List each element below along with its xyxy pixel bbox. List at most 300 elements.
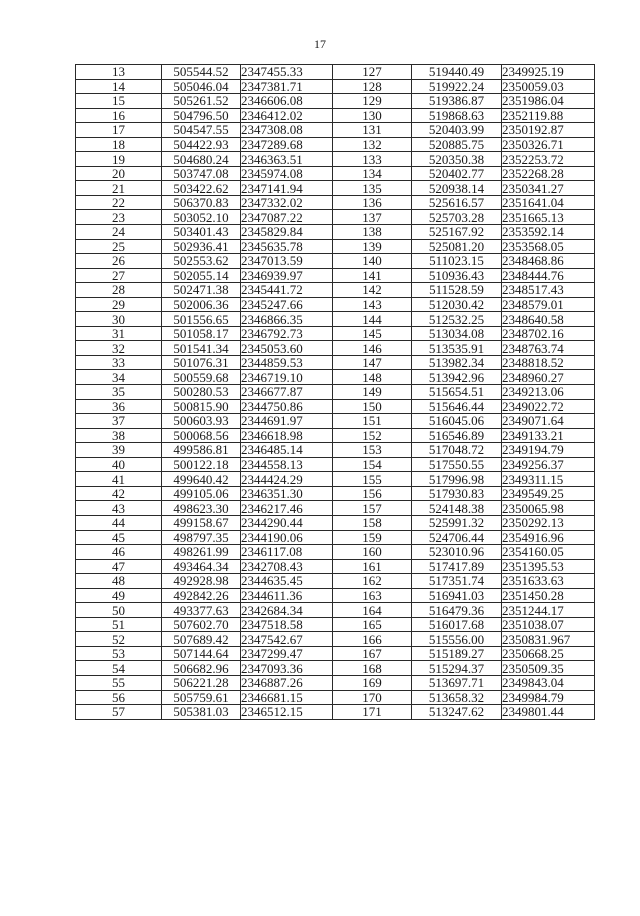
point-number-left: 44: [76, 515, 162, 530]
y-coordinate-right: 2351633.63: [502, 574, 595, 589]
point-number-right: 142: [333, 283, 412, 298]
y-coordinate-right: 2348960.27: [502, 370, 595, 385]
x-coordinate-left: 505544.52: [162, 65, 241, 80]
x-coordinate-left: 500815.90: [162, 399, 241, 414]
x-coordinate-right: 519440.49: [412, 65, 502, 80]
point-number-right: 140: [333, 254, 412, 269]
x-coordinate-right: 519386.87: [412, 94, 502, 109]
y-coordinate-right: 2349022.72: [502, 399, 595, 414]
point-number-right: 136: [333, 195, 412, 210]
y-coordinate-left: 2344190.06: [241, 530, 333, 545]
table-row: [76, 370, 595, 385]
y-coordinate-right: 2350326.71: [502, 137, 595, 152]
y-coordinate-left: 2344611.36: [241, 588, 333, 603]
x-coordinate-left: 492928.98: [162, 574, 241, 589]
y-coordinate-left: 2344691.97: [241, 414, 333, 429]
point-number-right: 160: [333, 545, 412, 560]
x-coordinate-right: 513034.08: [412, 326, 502, 341]
point-number-left: 31: [76, 326, 162, 341]
x-coordinate-right: 515556.00: [412, 632, 502, 647]
point-number-left: 21: [76, 181, 162, 196]
y-coordinate-right: 2349984.79: [502, 690, 595, 705]
y-coordinate-right: 2350831.967: [502, 632, 595, 647]
point-number-right: 130: [333, 108, 412, 123]
y-coordinate-left: 2346719.10: [241, 370, 333, 385]
y-coordinate-left: 2347308.08: [241, 123, 333, 138]
point-number-left: 47: [76, 559, 162, 574]
table-row: [76, 574, 595, 589]
y-coordinate-right: 2352268.28: [502, 166, 595, 181]
y-coordinate-right: 2351038.07: [502, 617, 595, 632]
x-coordinate-right: 513658.32: [412, 690, 502, 705]
x-coordinate-left: 503052.10: [162, 210, 241, 225]
table-row: [76, 515, 595, 530]
y-coordinate-right: 2353592.14: [502, 225, 595, 240]
table-row: [76, 588, 595, 603]
x-coordinate-left: 499640.42: [162, 472, 241, 487]
table-row: [76, 501, 595, 516]
y-coordinate-left: 2347013.59: [241, 254, 333, 269]
x-coordinate-right: 516017.68: [412, 617, 502, 632]
y-coordinate-left: 2346117.08: [241, 545, 333, 560]
point-number-left: 50: [76, 603, 162, 618]
point-number-right: 167: [333, 646, 412, 661]
table-row: [76, 239, 595, 254]
point-number-right: 138: [333, 225, 412, 240]
table-row: [76, 414, 595, 429]
y-coordinate-right: 2348444.76: [502, 268, 595, 283]
table-row: [76, 312, 595, 327]
x-coordinate-left: 500603.93: [162, 414, 241, 429]
x-coordinate-left: 493377.63: [162, 603, 241, 618]
y-coordinate-left: 2346677.87: [241, 385, 333, 400]
table-row: [76, 355, 595, 370]
table-row: [76, 530, 595, 545]
point-number-left: 54: [76, 661, 162, 676]
table-row: [76, 181, 595, 196]
y-coordinate-right: 2352253.72: [502, 152, 595, 167]
x-coordinate-left: 498261.99: [162, 545, 241, 560]
x-coordinate-right: 520885.75: [412, 137, 502, 152]
x-coordinate-right: 513697.71: [412, 675, 502, 690]
table-row: [76, 297, 595, 312]
x-coordinate-right: 516479.36: [412, 603, 502, 618]
point-number-left: 35: [76, 385, 162, 400]
y-coordinate-right: 2349843.04: [502, 675, 595, 690]
x-coordinate-left: 507689.42: [162, 632, 241, 647]
table-row: [76, 545, 595, 560]
x-coordinate-left: 504680.24: [162, 152, 241, 167]
y-coordinate-right: 2351244.17: [502, 603, 595, 618]
y-coordinate-left: 2345829.84: [241, 225, 333, 240]
x-coordinate-left: 502471.38: [162, 283, 241, 298]
table-row: [76, 166, 595, 181]
table-row: [76, 457, 595, 472]
y-coordinate-left: 2347455.33: [241, 65, 333, 80]
table-row: [76, 472, 595, 487]
point-number-right: 169: [333, 675, 412, 690]
x-coordinate-left: 506682.96: [162, 661, 241, 676]
y-coordinate-right: 2350059.03: [502, 79, 595, 94]
y-coordinate-left: 2344558.13: [241, 457, 333, 472]
table-row: [76, 341, 595, 356]
point-number-right: 153: [333, 443, 412, 458]
table-row: [76, 675, 595, 690]
page-number: 17: [314, 37, 326, 51]
point-number-right: 141: [333, 268, 412, 283]
table-row: [76, 283, 595, 298]
x-coordinate-left: 499586.81: [162, 443, 241, 458]
x-coordinate-right: 520403.99: [412, 123, 502, 138]
x-coordinate-left: 507144.64: [162, 646, 241, 661]
point-number-left: 25: [76, 239, 162, 254]
x-coordinate-right: 524706.44: [412, 530, 502, 545]
y-coordinate-right: 2349549.25: [502, 486, 595, 501]
x-coordinate-right: 513982.34: [412, 355, 502, 370]
table-row: [76, 195, 595, 210]
x-coordinate-left: 504796.50: [162, 108, 241, 123]
point-number-left: 37: [76, 414, 162, 429]
point-number-right: 151: [333, 414, 412, 429]
y-coordinate-right: 2350668.25: [502, 646, 595, 661]
x-coordinate-right: 511023.15: [412, 254, 502, 269]
y-coordinate-right: 2348702.16: [502, 326, 595, 341]
x-coordinate-right: 520402.77: [412, 166, 502, 181]
y-coordinate-right: 2354160.05: [502, 545, 595, 560]
point-number-left: 53: [76, 646, 162, 661]
y-coordinate-right: 2350065.98: [502, 501, 595, 516]
point-number-left: 29: [76, 297, 162, 312]
point-number-left: 19: [76, 152, 162, 167]
x-coordinate-left: 500559.68: [162, 370, 241, 385]
y-coordinate-right: 2348517.43: [502, 283, 595, 298]
y-coordinate-left: 2344635.45: [241, 574, 333, 589]
point-number-left: 26: [76, 254, 162, 269]
x-coordinate-left: 506221.28: [162, 675, 241, 690]
point-number-left: 48: [76, 574, 162, 589]
point-number-left: 36: [76, 399, 162, 414]
y-coordinate-left: 2344290.44: [241, 515, 333, 530]
table-row: [76, 617, 595, 632]
point-number-left: 22: [76, 195, 162, 210]
y-coordinate-left: 2346217.46: [241, 501, 333, 516]
point-number-right: 146: [333, 341, 412, 356]
x-coordinate-right: 517996.98: [412, 472, 502, 487]
point-number-right: 157: [333, 501, 412, 516]
point-number-right: 156: [333, 486, 412, 501]
table-row: [76, 559, 595, 574]
x-coordinate-left: 500280.53: [162, 385, 241, 400]
y-coordinate-right: 2349071.64: [502, 414, 595, 429]
x-coordinate-right: 512030.42: [412, 297, 502, 312]
y-coordinate-right: 2348763.74: [502, 341, 595, 356]
y-coordinate-right: 2348640.58: [502, 312, 595, 327]
x-coordinate-left: 501556.65: [162, 312, 241, 327]
point-number-left: 49: [76, 588, 162, 603]
table-row: [76, 210, 595, 225]
y-coordinate-right: 2351395.53: [502, 559, 595, 574]
x-coordinate-left: 505261.52: [162, 94, 241, 109]
y-coordinate-right: 2350292.13: [502, 515, 595, 530]
y-coordinate-right: 2348468.86: [502, 254, 595, 269]
y-coordinate-right: 2348818.52: [502, 355, 595, 370]
y-coordinate-left: 2347332.02: [241, 195, 333, 210]
point-number-left: 38: [76, 428, 162, 443]
point-number-right: 168: [333, 661, 412, 676]
point-number-left: 40: [76, 457, 162, 472]
x-coordinate-right: 523010.96: [412, 545, 502, 560]
y-coordinate-left: 2346887.26: [241, 675, 333, 690]
table-row: [76, 428, 595, 443]
x-coordinate-left: 501058.17: [162, 326, 241, 341]
x-coordinate-right: 513535.91: [412, 341, 502, 356]
y-coordinate-left: 2345247.66: [241, 297, 333, 312]
point-number-right: 171: [333, 705, 412, 720]
y-coordinate-right: 2349925.19: [502, 65, 595, 80]
x-coordinate-right: 515294.37: [412, 661, 502, 676]
x-coordinate-left: 499158.67: [162, 515, 241, 530]
point-number-right: 145: [333, 326, 412, 341]
x-coordinate-right: 511528.59: [412, 283, 502, 298]
y-coordinate-right: 2350192.87: [502, 123, 595, 138]
y-coordinate-left: 2346363.51: [241, 152, 333, 167]
y-coordinate-left: 2344424.29: [241, 472, 333, 487]
point-number-right: 135: [333, 181, 412, 196]
point-number-left: 15: [76, 94, 162, 109]
x-coordinate-right: 525991.32: [412, 515, 502, 530]
x-coordinate-right: 524148.38: [412, 501, 502, 516]
x-coordinate-right: 515189.27: [412, 646, 502, 661]
point-number-left: 32: [76, 341, 162, 356]
x-coordinate-right: 520350.38: [412, 152, 502, 167]
point-number-left: 17: [76, 123, 162, 138]
table-row: [76, 254, 595, 269]
point-number-right: 143: [333, 297, 412, 312]
point-number-right: 162: [333, 574, 412, 589]
table-row: [76, 225, 595, 240]
y-coordinate-right: 2351986.04: [502, 94, 595, 109]
point-number-left: 39: [76, 443, 162, 458]
y-coordinate-left: 2344750.86: [241, 399, 333, 414]
point-number-left: 20: [76, 166, 162, 181]
x-coordinate-left: 505759.61: [162, 690, 241, 705]
point-number-right: 158: [333, 515, 412, 530]
point-number-left: 51: [76, 617, 162, 632]
table-row: [76, 705, 595, 720]
y-coordinate-right: 2350509.35: [502, 661, 595, 676]
x-coordinate-left: 500068.56: [162, 428, 241, 443]
table-row: [76, 268, 595, 283]
table-row: [76, 79, 595, 94]
x-coordinate-left: 499105.06: [162, 486, 241, 501]
x-coordinate-left: 506370.83: [162, 195, 241, 210]
point-number-right: 165: [333, 617, 412, 632]
point-number-left: 55: [76, 675, 162, 690]
coordinate-table: [75, 64, 595, 720]
point-number-left: 23: [76, 210, 162, 225]
x-coordinate-right: 512532.25: [412, 312, 502, 327]
y-coordinate-right: 2354916.96: [502, 530, 595, 545]
x-coordinate-left: 507602.70: [162, 617, 241, 632]
point-number-left: 14: [76, 79, 162, 94]
x-coordinate-left: 502006.36: [162, 297, 241, 312]
point-number-left: 13: [76, 65, 162, 80]
table-row: [76, 603, 595, 618]
y-coordinate-left: 2347381.71: [241, 79, 333, 94]
table-row: [76, 486, 595, 501]
table-row: [76, 399, 595, 414]
y-coordinate-left: 2345974.08: [241, 166, 333, 181]
x-coordinate-right: 515654.51: [412, 385, 502, 400]
x-coordinate-left: 500122.18: [162, 457, 241, 472]
point-number-right: 133: [333, 152, 412, 167]
point-number-right: 163: [333, 588, 412, 603]
x-coordinate-left: 498797.35: [162, 530, 241, 545]
x-coordinate-left: 503422.62: [162, 181, 241, 196]
table-row: [76, 152, 595, 167]
y-coordinate-left: 2346485.14: [241, 443, 333, 458]
x-coordinate-left: 505046.04: [162, 79, 241, 94]
x-coordinate-left: 493464.34: [162, 559, 241, 574]
y-coordinate-right: 2353568.05: [502, 239, 595, 254]
table-row: [76, 123, 595, 138]
y-coordinate-right: 2351641.04: [502, 195, 595, 210]
point-number-left: 16: [76, 108, 162, 123]
point-number-left: 41: [76, 472, 162, 487]
y-coordinate-left: 2346681.15: [241, 690, 333, 705]
point-number-right: 149: [333, 385, 412, 400]
point-number-left: 45: [76, 530, 162, 545]
point-number-right: 148: [333, 370, 412, 385]
y-coordinate-left: 2346351.30: [241, 486, 333, 501]
table-row: [76, 661, 595, 676]
point-number-right: 137: [333, 210, 412, 225]
x-coordinate-left: 502055.14: [162, 268, 241, 283]
x-coordinate-right: 517550.55: [412, 457, 502, 472]
x-coordinate-right: 513247.62: [412, 705, 502, 720]
table-row: [76, 137, 595, 152]
point-number-right: 161: [333, 559, 412, 574]
y-coordinate-left: 2345441.72: [241, 283, 333, 298]
point-number-left: 42: [76, 486, 162, 501]
point-number-right: 155: [333, 472, 412, 487]
y-coordinate-left: 2347299.47: [241, 646, 333, 661]
x-coordinate-right: 525081.20: [412, 239, 502, 254]
x-coordinate-right: 516045.06: [412, 414, 502, 429]
y-coordinate-right: 2349133.21: [502, 428, 595, 443]
point-number-right: 129: [333, 94, 412, 109]
point-number-left: 46: [76, 545, 162, 560]
table-row: [76, 632, 595, 647]
y-coordinate-left: 2345053.60: [241, 341, 333, 356]
point-number-right: 166: [333, 632, 412, 647]
y-coordinate-left: 2347542.67: [241, 632, 333, 647]
x-coordinate-right: 516941.03: [412, 588, 502, 603]
x-coordinate-right: 525703.28: [412, 210, 502, 225]
x-coordinate-left: 504422.93: [162, 137, 241, 152]
y-coordinate-left: 2347141.94: [241, 181, 333, 196]
x-coordinate-right: 515646.44: [412, 399, 502, 414]
point-number-right: 139: [333, 239, 412, 254]
y-coordinate-right: 2348579.01: [502, 297, 595, 312]
point-number-right: 131: [333, 123, 412, 138]
y-coordinate-left: 2346866.35: [241, 312, 333, 327]
point-number-right: 132: [333, 137, 412, 152]
point-number-left: 34: [76, 370, 162, 385]
point-number-left: 57: [76, 705, 162, 720]
point-number-right: 128: [333, 79, 412, 94]
x-coordinate-left: 502936.41: [162, 239, 241, 254]
y-coordinate-left: 2347093.36: [241, 661, 333, 676]
x-coordinate-left: 502553.62: [162, 254, 241, 269]
point-number-left: 43: [76, 501, 162, 516]
table-row: [76, 65, 595, 80]
x-coordinate-left: 492842.26: [162, 588, 241, 603]
x-coordinate-right: 510936.43: [412, 268, 502, 283]
x-coordinate-right: 519868.63: [412, 108, 502, 123]
y-coordinate-left: 2342708.43: [241, 559, 333, 574]
point-number-right: 127: [333, 65, 412, 80]
x-coordinate-left: 504547.55: [162, 123, 241, 138]
point-number-right: 134: [333, 166, 412, 181]
x-coordinate-right: 516546.89: [412, 428, 502, 443]
y-coordinate-left: 2346512.15: [241, 705, 333, 720]
y-coordinate-left: 2344859.53: [241, 355, 333, 370]
y-coordinate-right: 2351665.13: [502, 210, 595, 225]
x-coordinate-left: 501076.31: [162, 355, 241, 370]
x-coordinate-left: 501541.34: [162, 341, 241, 356]
y-coordinate-right: 2349256.37: [502, 457, 595, 472]
coordinate-table-body: [76, 65, 595, 720]
y-coordinate-left: 2342684.34: [241, 603, 333, 618]
point-number-right: 152: [333, 428, 412, 443]
x-coordinate-left: 498623.30: [162, 501, 241, 516]
table-row: [76, 326, 595, 341]
y-coordinate-right: 2352119.88: [502, 108, 595, 123]
x-coordinate-right: 517417.89: [412, 559, 502, 574]
x-coordinate-right: 525616.57: [412, 195, 502, 210]
y-coordinate-left: 2345635.78: [241, 239, 333, 254]
x-coordinate-left: 505381.03: [162, 705, 241, 720]
point-number-left: 52: [76, 632, 162, 647]
point-number-left: 33: [76, 355, 162, 370]
x-coordinate-right: 525167.92: [412, 225, 502, 240]
x-coordinate-right: 520938.14: [412, 181, 502, 196]
y-coordinate-right: 2351450.28: [502, 588, 595, 603]
table-row: [76, 646, 595, 661]
point-number-right: 164: [333, 603, 412, 618]
x-coordinate-right: 517351.74: [412, 574, 502, 589]
point-number-right: 154: [333, 457, 412, 472]
y-coordinate-right: 2350341.27: [502, 181, 595, 196]
table-row: [76, 385, 595, 400]
y-coordinate-right: 2349311.15: [502, 472, 595, 487]
y-coordinate-left: 2347518.58: [241, 617, 333, 632]
point-number-right: 144: [333, 312, 412, 327]
y-coordinate-right: 2349801.44: [502, 705, 595, 720]
y-coordinate-left: 2346606.08: [241, 94, 333, 109]
y-coordinate-left: 2347087.22: [241, 210, 333, 225]
x-coordinate-right: 517048.72: [412, 443, 502, 458]
y-coordinate-left: 2347289.68: [241, 137, 333, 152]
y-coordinate-left: 2346792.73: [241, 326, 333, 341]
y-coordinate-right: 2349213.06: [502, 385, 595, 400]
x-coordinate-left: 503747.08: [162, 166, 241, 181]
point-number-right: 150: [333, 399, 412, 414]
table-row: [76, 108, 595, 123]
point-number-right: 170: [333, 690, 412, 705]
point-number-left: 24: [76, 225, 162, 240]
